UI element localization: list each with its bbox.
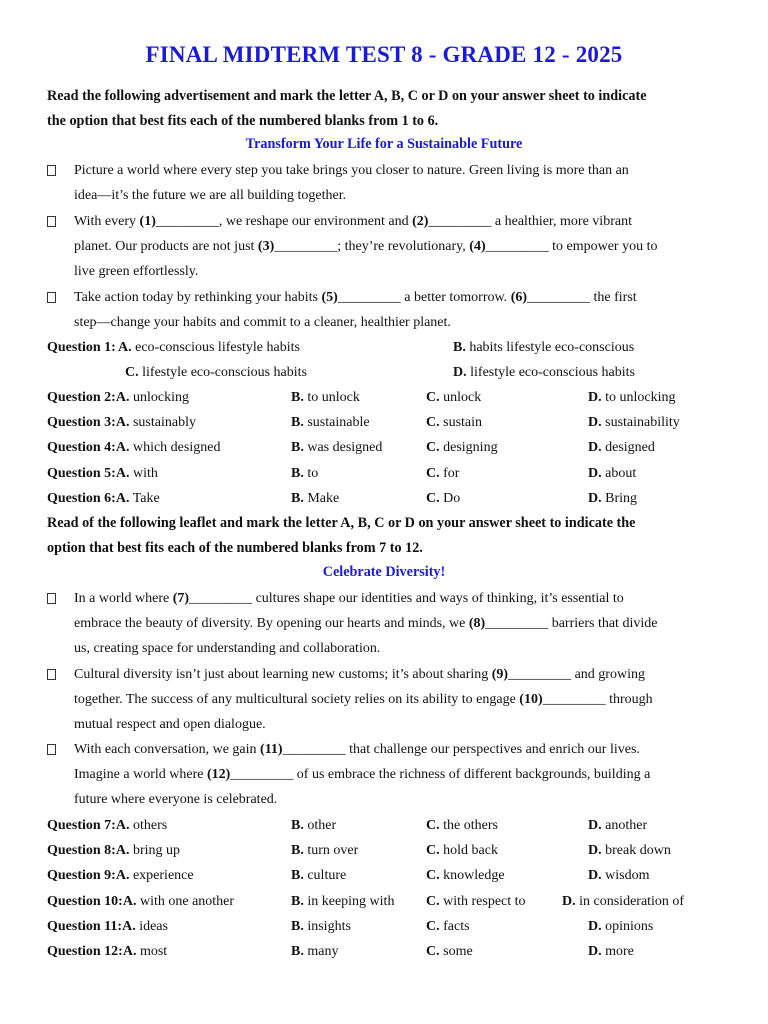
option-b[interactable]: B. insights	[291, 918, 351, 934]
question-row	[47, 486, 747, 511]
instruction-line: option that best fits each of the numbered blanks from 7 to 12.	[47, 540, 423, 556]
section1-heading: Transform Your Life for a Sustainable Future	[245, 136, 523, 152]
option-b[interactable]: B. other	[291, 818, 337, 833]
passage-paragraph	[47, 662, 737, 738]
option-d[interactable]: D. Bring	[588, 490, 638, 506]
option-c[interactable]: C. for	[426, 465, 460, 481]
para-text: _________ a healthier, more vibrant	[428, 214, 632, 229]
option-c[interactable]: C. Do	[426, 490, 461, 506]
bullet-box-icon	[47, 593, 56, 604]
option-a[interactable]: A. experience	[115, 868, 194, 884]
page-title: FINAL MIDTERM TEST 8 - GRADE 12 - 2025	[145, 42, 623, 67]
passage-paragraph	[47, 209, 737, 285]
option-a[interactable]: A. unlocking	[115, 390, 189, 405]
question-label: Question 4:	[47, 440, 116, 456]
section1-instruction	[47, 84, 737, 134]
blank-number: (9)	[491, 667, 509, 682]
bullet-box-icon	[47, 292, 56, 303]
option-a[interactable]: A. with	[115, 465, 158, 481]
option-c[interactable]: C. sustain	[426, 415, 483, 431]
bullet-box-icon	[47, 216, 56, 227]
question-row	[47, 939, 747, 964]
blank-number: (8)	[468, 616, 486, 632]
para-text: _________ a better tomorrow.	[337, 290, 511, 305]
passage-paragraph	[47, 158, 737, 208]
question-row	[47, 335, 747, 360]
option-c[interactable]: C. the others	[426, 818, 498, 833]
option-c[interactable]: C. facts	[426, 918, 470, 934]
para-text: _________ through	[542, 692, 653, 708]
option-c[interactable]: C. knowledge	[426, 868, 505, 884]
option-b[interactable]: B. many	[291, 944, 339, 959]
option-d[interactable]: D. break down	[588, 843, 671, 859]
para-text: embrace the beauty of diversity. By opening our hearts and minds, we	[74, 616, 469, 632]
option-a[interactable]: A. ideas	[122, 918, 168, 934]
para-text: _________ of us embrace the richness of different backgrounds, building a	[230, 767, 651, 783]
para-text: _________ to empower you to	[485, 239, 658, 255]
question-row	[47, 889, 747, 914]
question-label: Question 12:	[47, 944, 123, 959]
question-row	[47, 863, 747, 888]
question-label: Question 8:	[47, 843, 116, 859]
option-a[interactable]: A. bring up	[115, 843, 181, 859]
option-b[interactable]: B. to	[291, 465, 319, 481]
para-text: _________; they’re revolutionary,	[274, 239, 470, 255]
option-d[interactable]: D. another	[588, 818, 648, 833]
blank-number: (10)	[519, 692, 543, 708]
instruction-line: Read the following advertisement and mark the letter A, B, C or D on your answer sheet to indicate	[47, 88, 647, 104]
option-a[interactable]: A. which designed	[115, 440, 221, 456]
option-d[interactable]: D. wisdom	[588, 868, 650, 884]
option-a[interactable]: A. eco-conscious lifestyle habits	[118, 340, 300, 355]
para-text: With every	[74, 214, 140, 229]
section2-heading: Celebrate Diversity!	[322, 564, 446, 580]
bullet-box-icon	[47, 744, 56, 755]
blank-number: (4)	[469, 239, 486, 255]
para-text: With each conversation, we gain	[74, 742, 261, 757]
passage-paragraph	[47, 285, 737, 335]
question-label: Question 7:	[47, 818, 116, 833]
option-d[interactable]: D. opinions	[588, 918, 654, 934]
option-c[interactable]: C. unlock	[426, 390, 482, 405]
option-a[interactable]: A. most	[122, 944, 168, 959]
blank-number: (12)	[206, 767, 231, 783]
option-b[interactable]: B. turn over	[291, 843, 359, 859]
question-label: Question 11:	[47, 918, 123, 934]
para-text: _________ that challenge our perspectives and enrich our lives.	[282, 742, 640, 757]
blank-number: (1)	[139, 214, 156, 229]
question-label: Question 6:	[47, 490, 116, 506]
para-text: planet. Our products are not just	[74, 239, 258, 255]
question-row	[47, 385, 747, 410]
para-text: Cultural diversity isn’t just about learning new customs; it’s about sharing	[74, 667, 492, 682]
question-row	[47, 360, 747, 385]
option-c[interactable]: C. with respect to	[426, 893, 526, 909]
question-label: Question 9:	[47, 868, 116, 884]
question-row	[47, 435, 747, 460]
question-label: Question 3:	[47, 415, 116, 431]
question-row	[47, 813, 747, 838]
para-text: mutual respect and open dialogue.	[74, 717, 266, 733]
blank-number: (3)	[257, 239, 275, 255]
question-label: Question 1:	[47, 340, 116, 355]
question-label: Question 2:	[47, 390, 116, 405]
option-a[interactable]: A. others	[115, 818, 168, 833]
para-text: together. The success of any multicultural society relies on its ability to engage	[74, 692, 520, 708]
option-d[interactable]: D. in consideration of	[562, 893, 685, 909]
option-d[interactable]: D. designed	[588, 440, 655, 456]
option-d[interactable]: D. to unlocking	[588, 390, 676, 405]
option-a[interactable]: A. with one another	[122, 893, 235, 909]
para-text: _________ and growing	[508, 667, 645, 682]
blank-number: (6)	[510, 290, 528, 305]
option-b[interactable]: B. to unlock	[291, 390, 360, 405]
instruction-line: the option that best fits each of the numbered blanks from 1 to 6.	[47, 113, 439, 129]
para-text: _________ cultures shape our identities and ways of thinking, it’s essential to	[189, 591, 624, 606]
blank-number: (2)	[412, 214, 429, 229]
option-a[interactable]: A. Take	[115, 490, 160, 506]
question-row	[47, 914, 747, 939]
blank-number: (11)	[260, 742, 283, 757]
option-b[interactable]: B. in keeping with	[291, 893, 395, 909]
option-b[interactable]: B. sustainable	[291, 415, 370, 431]
passage-paragraph	[47, 586, 737, 662]
passage-paragraph	[47, 737, 737, 813]
para-text: live green effortlessly.	[74, 264, 199, 280]
para-text: Take action today by rethinking your habits	[74, 290, 322, 305]
para-text: In a world where	[74, 591, 173, 606]
option-a[interactable]: A. sustainably	[115, 415, 196, 431]
para-text: _________ barriers that divide	[485, 616, 658, 632]
option-b[interactable]: B. was designed	[291, 440, 383, 456]
option-b[interactable]: B. culture	[291, 868, 347, 884]
option-c[interactable]: C. designing	[426, 440, 498, 456]
question-row	[47, 410, 747, 435]
option-d[interactable]: D. sustainability	[588, 415, 680, 431]
option-d[interactable]: D. lifestyle eco-conscious habits	[453, 365, 635, 380]
para-text: future where everyone is celebrated.	[74, 792, 278, 808]
para-text: Picture a world where every step you take brings you closer to nature. Green living is more than an	[74, 163, 629, 178]
bullet-box-icon	[47, 165, 56, 176]
para-text: Imagine a world where	[74, 767, 207, 783]
section2-instruction	[47, 511, 737, 561]
option-c[interactable]: C. lifestyle eco-conscious habits	[125, 365, 307, 380]
question-label: Question 10:	[47, 893, 123, 909]
question-row	[47, 461, 747, 486]
option-c[interactable]: C. hold back	[426, 843, 498, 859]
bullet-box-icon	[47, 669, 56, 680]
option-b[interactable]: B. Make	[291, 490, 340, 506]
question-label: Question 5:	[47, 465, 116, 481]
para-text: _________, we reshape our environment and	[155, 214, 413, 229]
para-text: step—change your habits and commit to a cleaner, healthier planet.	[74, 315, 451, 331]
option-b[interactable]: B. habits lifestyle eco-conscious	[453, 340, 635, 355]
option-c[interactable]: C. some	[426, 944, 473, 959]
para-text: idea—it’s the future we are all building together.	[74, 188, 347, 204]
para-text: us, creating space for understanding and collaboration.	[74, 641, 381, 657]
question-row	[47, 838, 747, 863]
option-d[interactable]: D. about	[588, 465, 637, 481]
blank-number: (5)	[321, 290, 338, 305]
instruction-line: Read of the following leaflet and mark the letter A, B, C or D on your answer sheet to indicate the	[47, 515, 636, 531]
blank-number: (7)	[172, 591, 190, 606]
para-text: _________ the first	[527, 290, 637, 305]
option-d[interactable]: D. more	[588, 944, 634, 959]
